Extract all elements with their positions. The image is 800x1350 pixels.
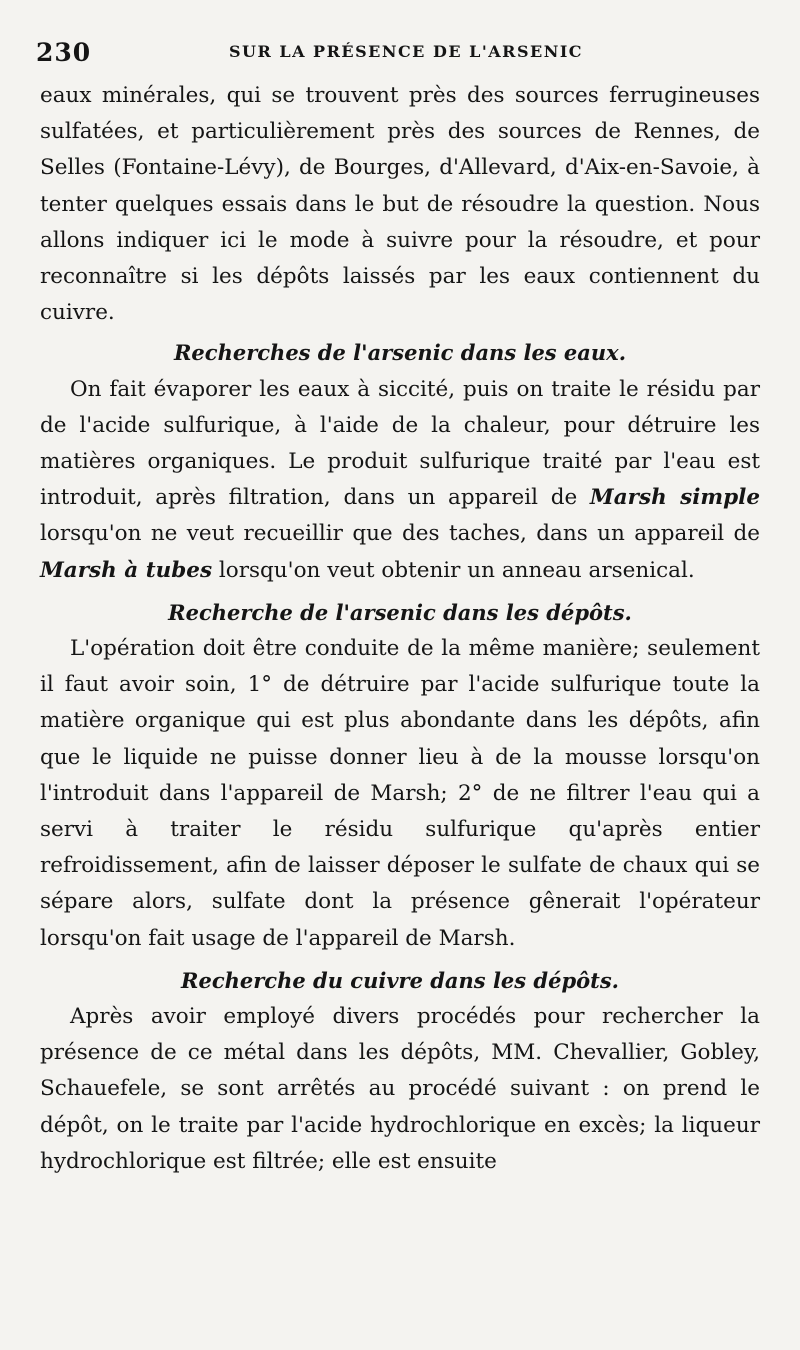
emphasis-marsh-tubes: Marsh à tubes [40, 557, 213, 583]
paragraph-cuivre-depots: Après avoir employé divers procédés pour rechercher la présence de ce métal dans les dépôts, MM. Chevallier, Gobley, Schauefele, se sont arrêtés au procédé suivant : on prend le dépôt, on le traite par l'acide hydrochlorique en excès; la liqueur hydrochlorique est filtrée; elle est ensuite [40, 1004, 760, 1174]
paragraph-arsenic-depots: L'opération doit être conduite de la même manière; seulement il faut avoir soin, 1° de détruire par l'acide sulfurique toute la matière organique qui est plus abondante dans les dépôts, afin que le liquide ne puisse donner lieu à de la mousse lorsqu'on l'introduit dans l'appareil de Marsh; 2° de ne filtrer l'eau qui a servi à traiter le résidu sulfurique qu'après entier refroidissement, afin de laisser déposer le sulfate de chaux qui se sépare alors, sulfate dont la présence gênerait l'opérateur lorsqu'on fait usage de l'appareil de Marsh. [40, 636, 760, 951]
section-heading-arsenic-eaux: Recherches de l'arsenic dans les eaux. [173, 340, 627, 366]
paragraph-arsenic-eaux [40, 372, 760, 589]
page-header [36, 38, 756, 68]
section-heading-arsenic-depots: Recherche de l'arsenic dans les dépôts. [168, 599, 632, 625]
section-heading-cuivre-depots: Recherche du cuivre dans les dépôts. [181, 967, 619, 993]
paragraph-text: On fait évaporer les eaux à siccité, puis on traite le résidu par de l'acide sulfurique, à l'aide de la chaleur, pour détruire les matières organiques. Le produit sulfurique traité par l'eau est introduit, après filtration, dans un appareil de [40, 376, 760, 511]
page-body [40, 78, 760, 1180]
page-number: 230 [36, 38, 92, 67]
emphasis-marsh-simple: Marsh simple [589, 485, 760, 511]
paragraph-continuation: eaux minérales, qui se trouvent près des sources ferrugineuses sulfatées, et particulièrement près des sources de Rennes, de Selles (Fontaine-Lévy), de Bourges, d'Allevard, d'Aix-en-Savoie, à tenter quelques essais dans le but de résoudre la question. Nous allons indiquer ici le mode à suivre pour la résoudre, et pour reconnaître si les dépôts laissés par les eaux contiennent du cuivre. [40, 83, 760, 326]
paragraph-text: lorsqu'on ne veut recueillir que des taches, dans un appareil de [40, 521, 760, 547]
running-title: SUR LA PRÉSENCE DE L'ARSENIC [228, 42, 584, 61]
paragraph-text: lorsqu'on veut obtenir un anneau arsenical. [212, 557, 695, 583]
